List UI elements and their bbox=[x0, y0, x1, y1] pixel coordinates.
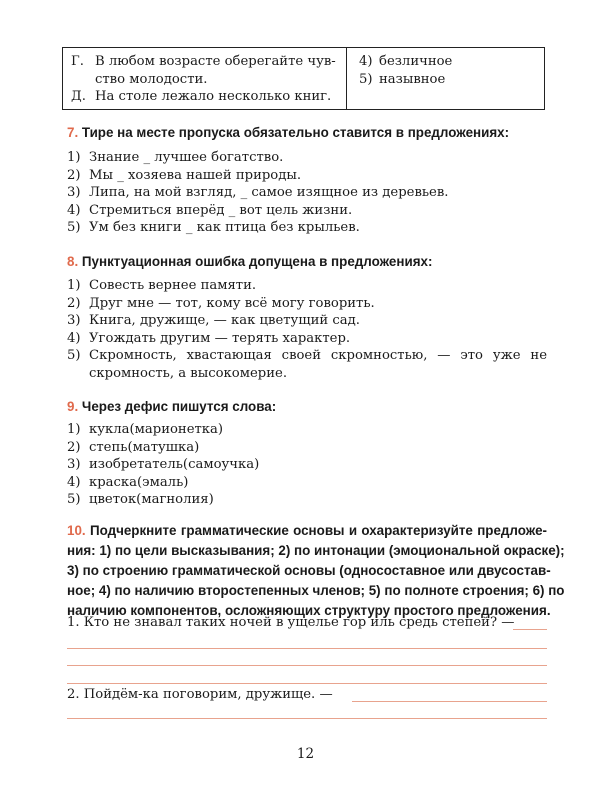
answer-line[interactable] bbox=[352, 701, 547, 702]
table-right-cell bbox=[359, 53, 539, 88]
question-7-title: 7. Тире на месте пропуска обязательно ставится в предложениях: bbox=[67, 125, 510, 140]
answer-line[interactable] bbox=[67, 665, 547, 666]
table-left-row: Г. В любом возрасте оберегайте чув- bbox=[71, 54, 336, 69]
list-item: 5) Ум без книги _ как птица без крыльев. bbox=[67, 220, 360, 235]
question-7-options bbox=[67, 149, 547, 237]
list-item: 1) кукла(марионетка) bbox=[67, 422, 224, 437]
question-10-line: наличию компонентов, осложняющих структуру простого предложения. bbox=[67, 603, 551, 618]
table-left-row: Д. На столе лежало несколько книг. bbox=[71, 89, 332, 104]
answer-line[interactable] bbox=[67, 718, 547, 719]
question-10-line: ния: 1) по цели высказывания; 2) по интонации (эмоциональной окраске); bbox=[67, 543, 565, 558]
question-10-line: 3) по строению грамматической основы (односоставное или двусостав- bbox=[67, 563, 551, 578]
table-right-row: 4) безличное bbox=[359, 54, 453, 69]
list-item: 1) Совесть вернее памяти. bbox=[67, 278, 257, 293]
sentence-1: 1. Кто не знавал таких ночей в ущелье гор иль средь степей? — bbox=[67, 615, 515, 630]
question-9-options bbox=[67, 421, 547, 509]
answer-line[interactable] bbox=[67, 648, 547, 649]
list-item: 2) степь(матушка) bbox=[67, 439, 200, 455]
list-item: 4) Стремиться вперёд _ вот цель жизни. bbox=[67, 202, 353, 218]
answer-line[interactable] bbox=[67, 683, 547, 684]
question-10-title bbox=[67, 521, 565, 621]
list-item: 2) Мы _ хозяева нашей природы. bbox=[67, 167, 302, 183]
list-item: 5) цветок(магнолия) bbox=[67, 492, 214, 507]
list-item: 5) Скромность, хвастающая своей скромностью, — это уже не скромность, а высокомерие. bbox=[67, 348, 547, 381]
list-item: 1) Знание _ лучшее богатство. bbox=[67, 150, 284, 165]
question-8-title: 8. Пунктуационная ошибка допущена в предложениях: bbox=[67, 254, 433, 269]
list-item: 3) Книга, дружище, — как цветущий сад. bbox=[67, 313, 360, 328]
table-divider bbox=[346, 48, 347, 109]
table-right-row: 5) назывное bbox=[359, 71, 446, 87]
list-item: 4) Угождать другим — терять характер. bbox=[67, 330, 351, 346]
question-9-title: 9. Через дефис пишутся слова: bbox=[67, 399, 277, 414]
question-10-line: ное; 4) по наличию второстепенных членов; 5) по полноте строения; 6) по bbox=[67, 583, 565, 598]
answer-table bbox=[62, 47, 545, 110]
page-number: 12 bbox=[296, 746, 315, 762]
question-10-line: 10. Подчеркните грамматические основы и охарактеризуйте предложе- bbox=[67, 523, 547, 538]
list-item: 3) изобретатель(самоучка) bbox=[67, 457, 260, 472]
table-left-row: ство молодости. bbox=[95, 71, 208, 87]
table-left-cell bbox=[71, 53, 341, 106]
list-item: 2) Друг мне — тот, кому всё могу говорить. bbox=[67, 295, 375, 311]
sentence-2: 2. Пойдём-ка поговорим, дружище. — bbox=[67, 687, 333, 702]
list-item: 3) Липа, на мой взгляд, _ самое изящное из деревьев. bbox=[67, 185, 449, 200]
list-item: 4) краска(эмаль) bbox=[67, 474, 189, 490]
question-8-options bbox=[67, 277, 547, 382]
answer-line[interactable] bbox=[513, 629, 547, 630]
